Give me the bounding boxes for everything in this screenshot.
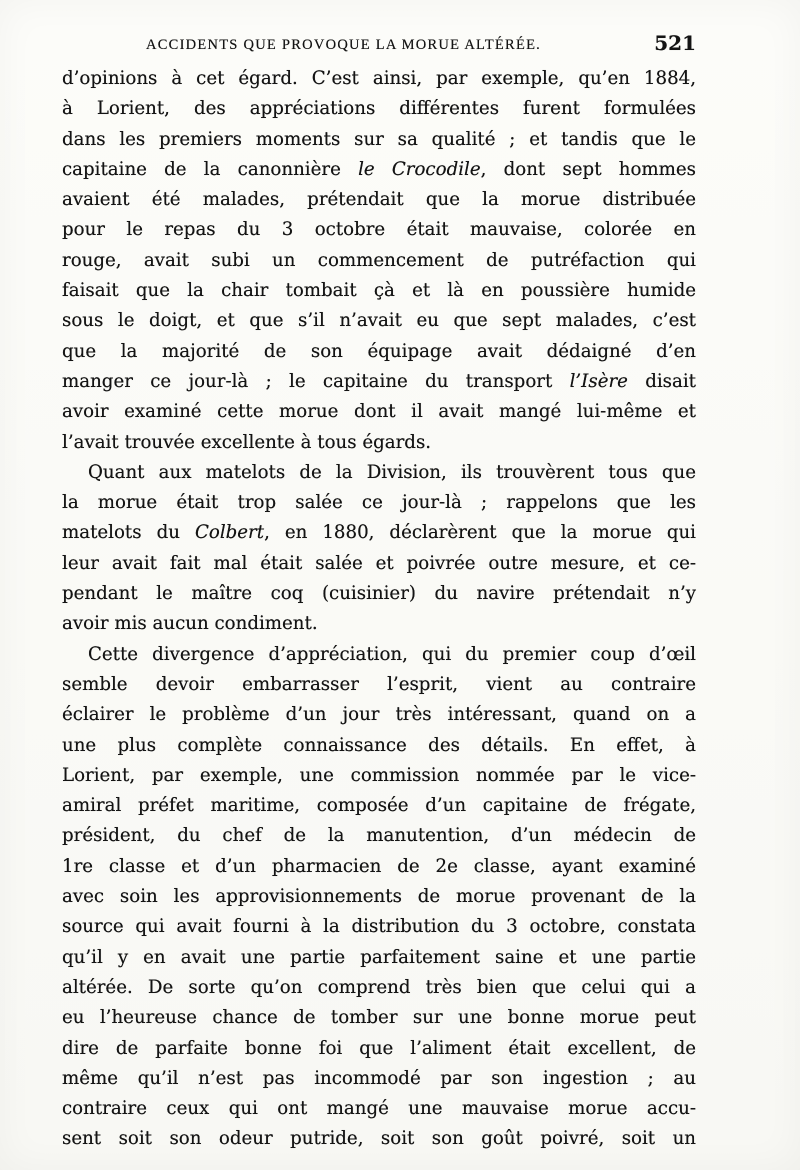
text-segment: Lorient, par exemple, une commission nommée par le vice- [62,764,696,786]
text-segment: Cette divergence d’appréciation, qui du premier coup d’œil [88,643,696,665]
text-line [62,488,696,518]
text-segment: pour le repas du 3 octobre était mauvaise, colorée en [62,219,696,241]
text-segment: président, du chef de la manutention, d’un médecin de [62,825,696,847]
text-segment: 1re classe et d’un pharmacien de 2e classe, ayant examiné [62,855,696,877]
text-line [62,185,696,215]
text-segment: Quant aux matelots de la Division, ils trouvèrent tous que [88,461,696,483]
text-segment: disait [627,370,696,392]
text-segment: pendant le maître coq (cuisinier) du navire prétendait n’y [62,583,696,605]
text-line [62,579,696,609]
text-segment: d’opinions à cet égard. C’est ainsi, par exemple, qu’en 1884, [62,68,696,89]
text-line [62,640,696,670]
running-title: ACCIDENTS QUE PROVOQUE LA MORUE ALTÉRÉE. [146,37,542,53]
body-text [62,64,696,1155]
text-segment: une plus complète connaissance des détails. En effet, à [62,734,696,756]
italic-text: l’Isère [569,370,628,392]
text-line [62,1003,696,1033]
text-segment: avaient été malades, prétendait que la morue distribuée [62,189,696,211]
text-segment: eu l’heureuse chance de tomber sur une bonne morue peut [62,1007,696,1029]
text-segment: rouge, avait subi un commencement de putréfaction qui [62,249,696,271]
page-number: 521 [654,31,696,55]
text-segment: semble devoir embarrasser l’esprit, vient au contraire [62,673,696,695]
text-line [62,155,696,185]
text-segment: contraire ceux qui ont mangé une mauvaise morue accu- [62,1098,696,1120]
text-line [62,852,696,882]
text-line [62,458,696,488]
text-segment: matelots du [62,522,195,544]
text-line [62,518,696,548]
text-line [62,912,696,942]
text-segment: capitaine de la canonnière [62,158,359,180]
text-line [62,1064,696,1094]
text-line [62,306,696,336]
text-line [62,943,696,973]
text-segment: , dont sept hommes [480,158,696,180]
text-segment: manger ce jour-là ; le capitaine du transport [62,370,570,392]
text-line [62,821,696,851]
text-segment: amiral préfet maritime, composée d’un capitaine de frégate, [62,795,696,817]
text-segment: même qu’il n’est pas incommodé par son ingestion ; au [62,1067,696,1089]
italic-text: le Crocodile [358,158,481,180]
text-line [62,791,696,821]
text-segment: dans les premiers moments sur sa qualité ; et tandis que le [62,128,696,150]
text-line [62,125,696,155]
text-line [62,215,696,245]
text-line [62,882,696,912]
text-line [62,1124,696,1154]
text-segment: sent soit son odeur putride, soit son goût poivré, soit un [62,1128,696,1150]
text-segment: faisait que la chair tombait çà et là en poussière humide [62,280,696,302]
text-line [62,761,696,791]
text-line [62,731,696,761]
text-line [62,428,696,458]
text-line [62,1094,696,1124]
text-segment: leur avait fait mal était salée et poivrée outre mesure, et ce- [62,552,696,574]
text-line [62,700,696,730]
text-segment: sous le doigt, et que s’il n’avait eu que sept malades, c’est [62,310,696,332]
text-line [62,670,696,700]
page-header [62,28,696,58]
text-segment: altérée. De sorte qu’on comprend très bien que celui qui a [62,976,696,998]
text-line [62,276,696,306]
text-segment: que la majorité de son équipage avait dédaigné d’en [62,340,696,362]
text-segment: avoir examiné cette morue dont il avait mangé lui-même et [62,401,696,423]
text-segment: l’avait trouvée excellente à tous égards. [62,431,432,453]
text-line [62,973,696,1003]
text-segment: , en 1880, déclarèrent que la morue qui [264,522,696,544]
text-line [62,94,696,124]
text-line [62,337,696,367]
italic-text: Colbert [194,522,265,544]
text-segment: source qui avait fourni à la distribution du 3 octobre, constata [62,916,696,938]
text-segment: éclairer le problème d’un jour très intéressant, quand on a [62,704,696,726]
text-line [62,397,696,427]
text-segment: avec soin les approvisionnements de morue provenant de la [62,886,696,908]
text-segment: dire de parfaite bonne foi que l’aliment était excellent, de [62,1037,696,1059]
text-line [62,609,696,639]
text-line [62,246,696,276]
text-line [62,64,696,94]
text-line [62,367,696,397]
text-line [62,549,696,579]
text-segment: la morue était trop salée ce jour-là ; rappelons que les [62,492,696,514]
text-line [62,1034,696,1064]
text-segment: à Lorient, des appréciations différentes furent formulées [62,98,696,120]
text-segment: qu’il y en avait une partie parfaitement saine et une partie [62,946,696,968]
text-segment: avoir mis aucun condiment. [62,613,318,635]
